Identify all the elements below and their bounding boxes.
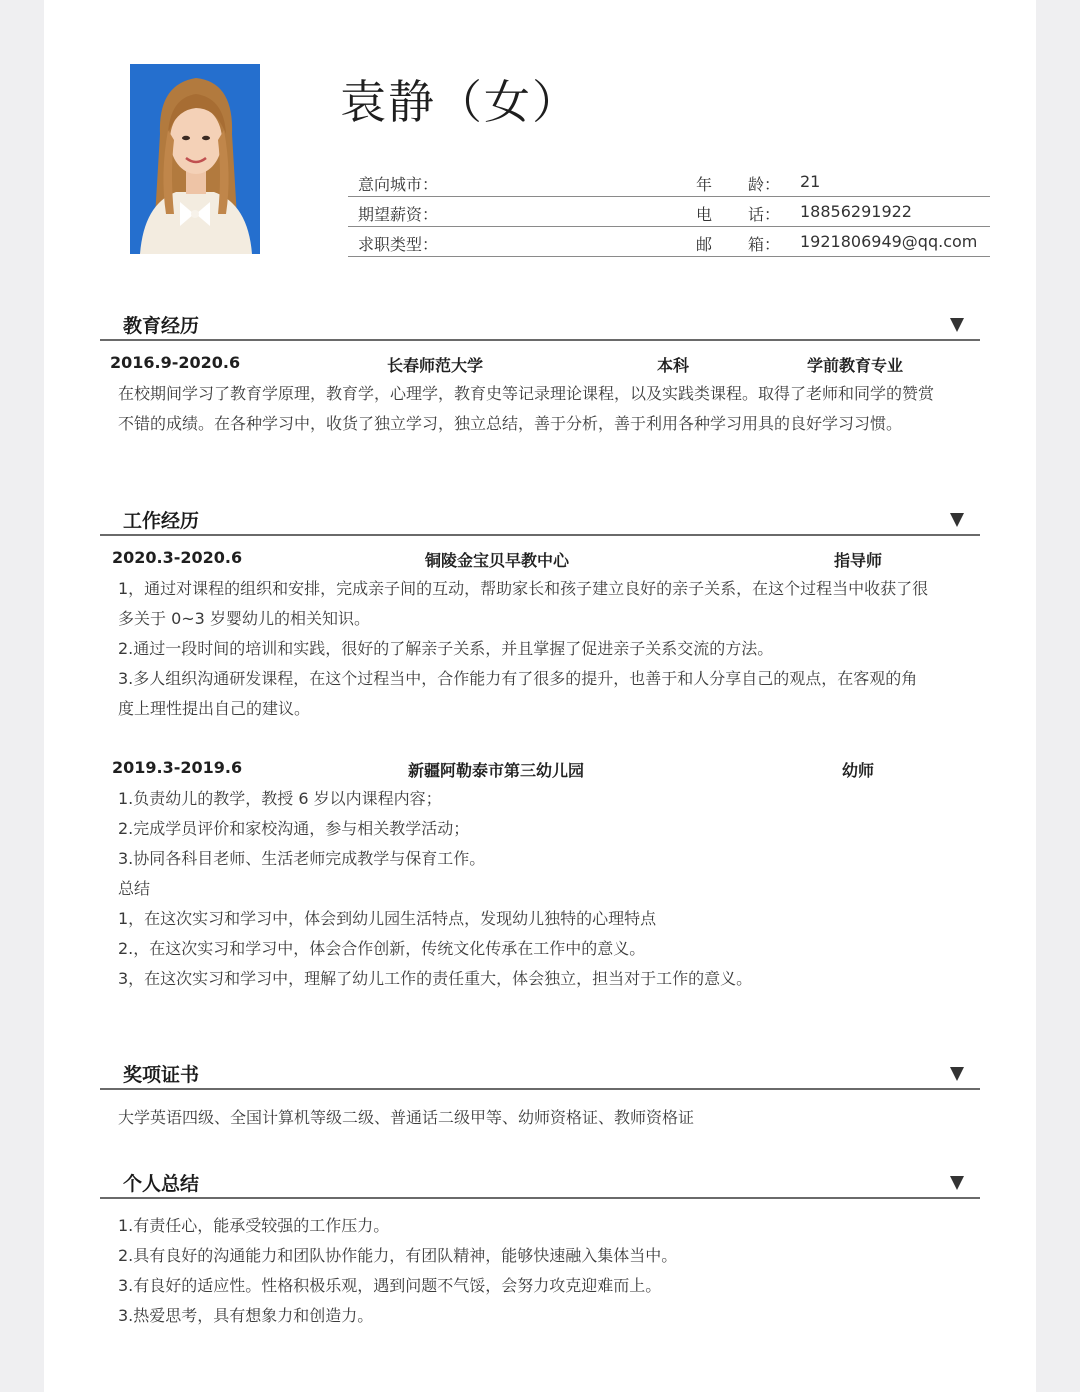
- info-value-age: 21: [800, 172, 821, 191]
- info-label-phone-1: 电: [696, 205, 713, 224]
- info-value-phone: 18856291922: [800, 202, 912, 221]
- text-line: 2.通过一段时间的培训和实践，很好的了解亲子关系，并且掌握了促进亲子关系交流的方法。: [118, 639, 774, 658]
- triangle-down-icon[interactable]: [950, 318, 964, 332]
- info-label-email-2: 箱：: [748, 235, 781, 254]
- section-awards-header: [100, 1058, 980, 1090]
- text-line: 3，在这次实习和学习中，理解了幼儿工作的责任重大，体会独立，担当对于工作的意义。: [118, 969, 753, 988]
- info-label-phone-2: 话：: [748, 205, 781, 224]
- text-line: 3.多人组织沟通研发课程，在这个过程当中，合作能力有了很多的提升，也善于和人分享自己的观点，在客观的角: [118, 669, 918, 688]
- job-role: 幼师: [842, 761, 875, 780]
- job-period: 2019.3-2019.6: [112, 758, 243, 777]
- info-label-salary: 期望薪资：: [358, 205, 439, 224]
- profile-photo: [130, 64, 260, 254]
- info-label-jobtype: 求职类型：: [358, 235, 439, 254]
- section-title-awards: 奖项证书: [123, 1064, 200, 1086]
- text-line: 大学英语四级、全国计算机等级二级、普通话二级甲等、幼师资格证、教师资格证: [118, 1108, 695, 1127]
- text-line: 1.有责任心，能承受较强的工作压力。: [118, 1216, 390, 1235]
- job-org: 新疆阿勒泰市第三幼儿园: [408, 761, 585, 780]
- education-degree: 本科: [657, 356, 690, 375]
- info-label-age-2: 龄：: [748, 175, 781, 194]
- text-line: 在校期间学习了教育学原理，教育学，心理学，教育史等记录理论课程，以及实践类课程。取得了老师和同学的赞赏: [118, 384, 935, 403]
- education-school: 长春师范大学: [387, 356, 484, 375]
- info-row-city: [348, 166, 990, 197]
- info-label-email-1: 邮: [696, 235, 713, 254]
- job-description: [118, 574, 988, 724]
- info-row-jobtype: [348, 226, 990, 257]
- text-line: 3.热爱思考，具有想象力和创造力。: [118, 1306, 374, 1325]
- section-title-work: 工作经历: [123, 510, 200, 532]
- text-line: 3.协同各科目老师、生活老师完成教学与保育工作。: [118, 849, 486, 868]
- triangle-down-icon[interactable]: [950, 1176, 964, 1190]
- text-line: 2.完成学员评价和家校沟通，参与相关教学活动；: [118, 819, 470, 838]
- text-line: 不错的成绩。在各种学习中，收货了独立学习，独立总结，善于分析，善于利用各种学习用具的良好学习习惯。: [118, 414, 903, 433]
- text-line: 度上理性提出自己的建议。: [118, 699, 311, 718]
- info-row-salary: [348, 196, 990, 227]
- job-org: 铜陵金宝贝早教中心: [425, 551, 570, 570]
- section-title-education: 教育经历: [123, 315, 200, 337]
- info-value-email: 1921806949@qq.com: [800, 232, 978, 251]
- job-period: 2020.3-2020.6: [112, 548, 243, 567]
- section-summary-header: [100, 1167, 980, 1199]
- education-period: 2016.9-2020.6: [110, 353, 241, 372]
- triangle-down-icon[interactable]: [950, 513, 964, 527]
- text-line: 1，在这次实习和学习中，体会到幼儿园生活特点，发现幼儿独特的心理特点: [118, 909, 657, 928]
- triangle-down-icon[interactable]: [950, 1067, 964, 1081]
- section-work-header: [100, 504, 980, 536]
- job-role: 指导师: [834, 551, 883, 570]
- job-description: [118, 784, 988, 994]
- candidate-name: 袁静（女）: [340, 75, 580, 129]
- section-title-summary: 个人总结: [123, 1173, 200, 1195]
- text-line: 1，通过对课程的组织和安排，完成亲子间的互动，帮助家长和孩子建立良好的亲子关系，在这个过程当中收获了很: [118, 579, 929, 598]
- text-line: 多关于 0~3 岁婴幼儿的相关知识。: [118, 609, 370, 628]
- summary-text: [118, 1211, 988, 1331]
- info-label-age-1: 年: [696, 175, 713, 194]
- text-line: 2.，在这次实习和学习中，体会合作创新，传统文化传承在工作中的意义。: [118, 939, 646, 958]
- education-description: [118, 379, 988, 439]
- text-line: 总结: [118, 879, 151, 898]
- education-major: 学前教育专业: [807, 356, 904, 375]
- text-line: 2.具有良好的沟通能力和团队协作能力，有团队精神，能够快速融入集体当中。: [118, 1246, 678, 1265]
- section-education-header: [100, 309, 980, 341]
- text-line: 1.负责幼儿的教学，教授 6 岁以内课程内容；: [118, 789, 442, 808]
- awards-text: [118, 1103, 988, 1133]
- text-line: 3.有良好的适应性。性格积极乐观，遇到问题不气馁，会努力攻克迎难而上。: [118, 1276, 662, 1295]
- info-label-city: 意向城市：: [358, 175, 439, 194]
